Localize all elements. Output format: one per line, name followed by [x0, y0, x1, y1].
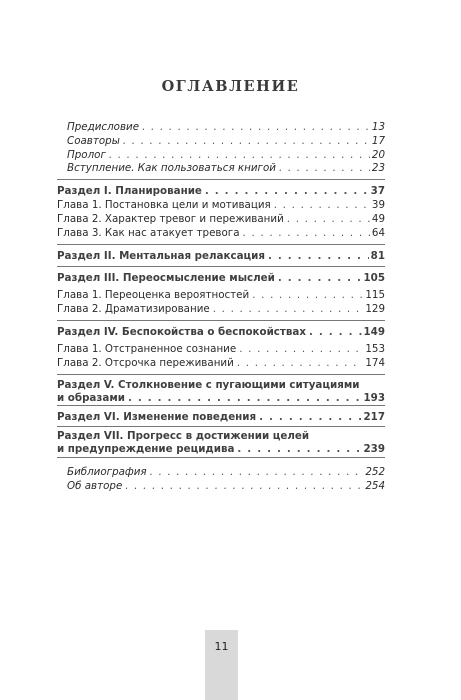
section-title-line[interactable]: Раздел V. Столкновение с пугающими ситуациями — [57, 379, 360, 391]
dot-leader — [213, 303, 364, 316]
toc-chapter[interactable] — [57, 357, 385, 370]
dot-leader — [239, 343, 363, 356]
dot-leader — [287, 213, 370, 226]
page-number-tab — [205, 630, 238, 700]
section-page: 81 — [370, 250, 385, 262]
toc-chapter[interactable] — [57, 289, 385, 302]
dot-leader — [142, 121, 370, 134]
section-title: Раздел I. Планирование — [57, 185, 202, 197]
dot-leader — [252, 289, 363, 302]
toc-section[interactable] — [57, 411, 385, 424]
divider — [57, 457, 385, 458]
chapter-title: Глава 3. Как нас атакует тревога — [57, 227, 240, 239]
toc-section[interactable] — [57, 250, 385, 263]
dot-leader — [237, 443, 361, 456]
dot-leader — [109, 149, 370, 162]
chapter-title: Глава 1. Отстраненное сознание — [57, 343, 237, 355]
dot-leader — [243, 227, 370, 240]
toc-section[interactable] — [57, 326, 385, 339]
entry-page: 17 — [371, 135, 385, 147]
dot-leader — [123, 135, 370, 148]
toc-chapter[interactable] — [57, 343, 385, 356]
entry-title: Предисловие — [67, 121, 140, 133]
section-page: 105 — [363, 272, 385, 284]
chapter-page: 129 — [365, 303, 385, 315]
toc-entry[interactable] — [67, 149, 385, 162]
entry-page: 252 — [365, 466, 385, 478]
chapter-page: 153 — [365, 343, 385, 355]
dot-leader — [274, 199, 370, 212]
dot-leader — [259, 411, 361, 424]
chapter-title: Глава 2. Драматизирование — [57, 303, 210, 315]
divider — [57, 320, 385, 321]
dot-leader — [125, 480, 363, 493]
toc-entry[interactable] — [67, 480, 385, 493]
entry-page: 13 — [371, 121, 385, 133]
section-page: 193 — [363, 392, 385, 404]
divider — [57, 405, 385, 406]
chapter-title: Глава 1. Постановка цели и мотивация — [57, 199, 271, 211]
entry-page: 254 — [365, 480, 385, 492]
entry-title: Библиография — [67, 466, 147, 478]
section-title: Раздел II. Ментальная релаксация — [57, 250, 265, 262]
chapter-title: Глава 2. Характер тревог и переживаний — [57, 213, 284, 225]
dot-leader — [268, 250, 369, 263]
section-page: 239 — [363, 443, 385, 455]
chapter-page: 174 — [365, 357, 385, 369]
toc-chapter[interactable] — [57, 213, 385, 226]
section-page: 217 — [363, 411, 385, 423]
entry-page: 23 — [371, 162, 385, 174]
dot-leader — [237, 357, 364, 370]
section-title: Раздел IV. Беспокойства о беспокойствах — [57, 326, 306, 338]
section-page: 37 — [370, 185, 385, 197]
divider — [57, 374, 385, 375]
chapter-page: 39 — [371, 199, 385, 211]
toc-section[interactable] — [57, 272, 385, 285]
entry-title: Об авторе — [67, 480, 123, 492]
entry-title: Соавторы — [67, 135, 120, 147]
toc-section[interactable] — [57, 443, 385, 456]
dot-leader — [205, 185, 369, 198]
divider — [57, 179, 385, 180]
chapter-page: 115 — [365, 289, 385, 301]
toc-title: ОГЛАВЛЕНИЕ — [161, 78, 300, 95]
toc-section[interactable] — [57, 392, 385, 405]
divider — [57, 426, 385, 427]
toc-chapter[interactable] — [57, 199, 385, 212]
toc-chapter[interactable] — [57, 303, 385, 316]
toc-entry[interactable] — [67, 466, 385, 479]
dot-leader — [128, 392, 362, 405]
toc-entry[interactable] — [67, 135, 385, 148]
dot-leader — [150, 466, 364, 479]
page-number: 11 — [214, 640, 229, 653]
divider — [57, 244, 385, 245]
entry-title: Вступление. Как пользоваться книгой — [67, 162, 276, 174]
chapter-title: Глава 2. Отсрочка переживаний — [57, 357, 234, 369]
toc-section[interactable] — [57, 185, 385, 198]
chapter-title: Глава 1. Переоценка вероятностей — [57, 289, 250, 301]
section-title: Раздел VI. Изменение поведения — [57, 411, 257, 423]
chapter-page: 49 — [371, 213, 385, 225]
section-title: и образами — [57, 392, 125, 404]
section-title: и предупреждение рецидива — [57, 443, 235, 455]
dot-leader — [309, 326, 362, 339]
toc-entry[interactable] — [67, 121, 385, 134]
entry-title: Пролог — [67, 149, 106, 161]
toc-chapter[interactable] — [57, 227, 385, 240]
section-title-line[interactable]: Раздел VII. Прогресс в достижении целей — [57, 430, 310, 442]
dot-leader — [278, 272, 362, 285]
divider — [57, 266, 385, 267]
chapter-page: 64 — [371, 227, 385, 239]
section-page: 149 — [363, 326, 385, 338]
toc-entry[interactable] — [67, 162, 385, 175]
entry-page: 20 — [371, 149, 385, 161]
dot-leader — [279, 162, 370, 175]
section-title: Раздел III. Переосмысление мыслей — [57, 272, 275, 284]
